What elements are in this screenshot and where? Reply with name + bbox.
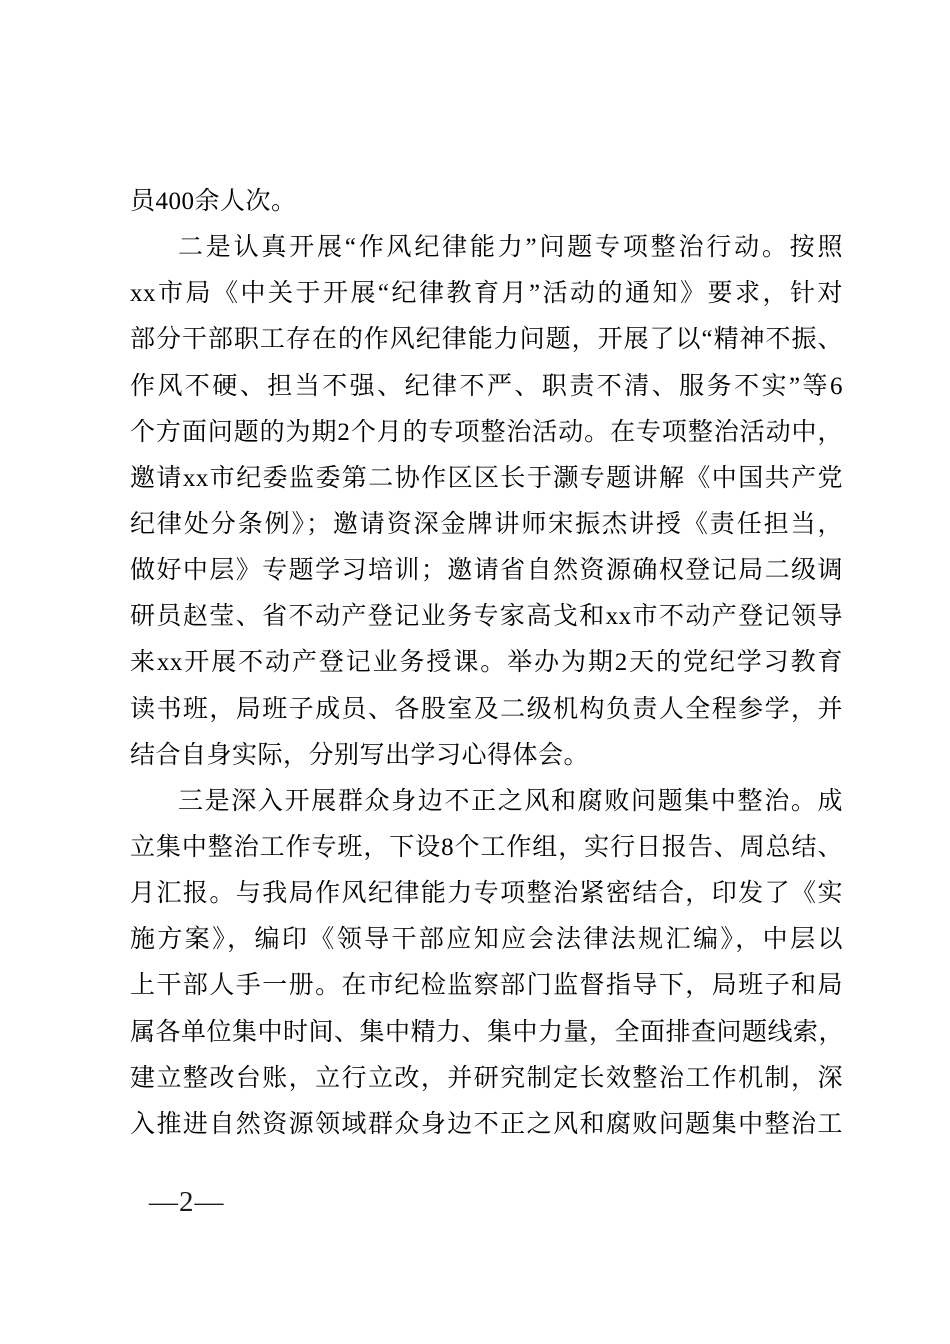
text-line: 员400余人次。 <box>130 188 297 215</box>
text-line: 月汇报。与我局作风纪律能力专项整治紧密结合，印发了《实 <box>130 880 843 908</box>
text-line: 建立整改台账，立行立改，并研究制定长效整治工作机制，深 <box>130 1064 843 1092</box>
text-line: 作风不硬、担当不强、纪律不严、职责不清、服务不实”等6 <box>130 372 843 400</box>
document-body <box>130 179 843 1148</box>
text-line: 读书班，局班子成员、各股室及二级机构负责人全程参学，并 <box>130 695 843 723</box>
text-line: 入推进自然资源领域群众身边不正之风和腐败问题集中整治工 <box>130 1110 843 1138</box>
text-line: 做好中层》专题学习培训；邀请省自然资源确权登记局二级调 <box>130 557 843 585</box>
text-line: 上干部人手一册。在市纪检监察部门监督指导下，局班子和局 <box>130 972 843 1000</box>
text-line: 研员赵莹、省不动产登记业务专家高戈和xx市不动产登记领导 <box>130 603 843 631</box>
text-line: 纪律处分条例》；邀请资深金牌讲师宋振杰讲授《责任担当， <box>130 510 843 538</box>
text-line: 来xx开展不动产登记业务授课。举办为期2天的党纪学习教育 <box>130 649 843 677</box>
text-line: 部分干部职工存在的作风纪律能力问题，开展了以“精神不振、 <box>130 326 843 354</box>
text-line: 结合自身实际，分别写出学习心得体会。 <box>130 741 590 769</box>
text-line: 二是认真开展“作风纪律能力”问题专项整治行动。按照 <box>178 234 843 262</box>
text-line: 立集中整治工作专班，下设8个工作组，实行日报告、周总结、 <box>130 833 843 861</box>
text-line: 三是深入开展群众身边不正之风和腐败问题集中整治。成 <box>178 787 843 815</box>
text-line: 属各单位集中时间、集中精力、集中力量，全面排查问题线索， <box>130 1018 845 1046</box>
page-number: —2— <box>149 1186 225 1218</box>
text-line: xx市局《中关于开展“纪律教育月”活动的通知》要求，针对 <box>130 280 843 308</box>
text-line: 个方面问题的为期2个月的专项整治活动。在专项整治活动中， <box>130 418 843 446</box>
text-line: 邀请xx市纪委监委第二协作区区长于灏专题讲解《中国共产党 <box>130 464 843 492</box>
text-line: 施方案》，编印《领导干部应知应会法律法规汇编》，中层以 <box>130 926 843 954</box>
